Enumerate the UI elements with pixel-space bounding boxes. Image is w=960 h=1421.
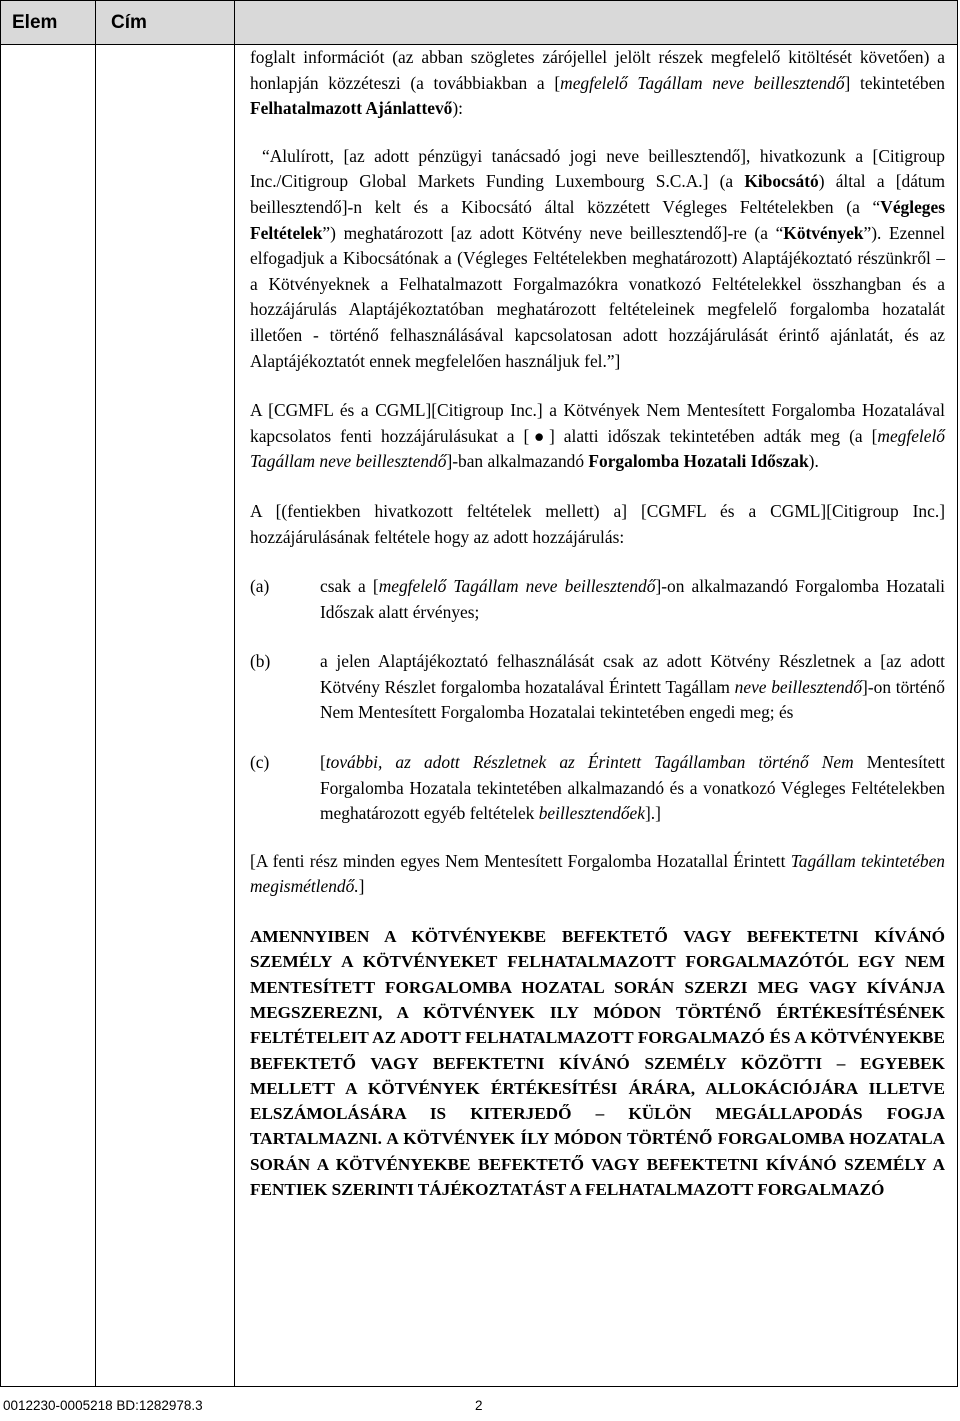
text-run: Mentesített Forgalomba Hozatala tekintetében alkalmazandó és a vonatkozó Végleges Feltételekben meghatározott egyéb feltételek	[320, 752, 945, 824]
list-item-text	[320, 750, 945, 827]
text-run: ] tekintetében	[844, 72, 945, 93]
paragraph-offer-period	[250, 398, 945, 475]
text-run: ].]	[644, 803, 661, 824]
text-run: A [CGMFL és a CGML][Citigroup Inc.] a Kötvények Nem Mentesített Forgalomba Hozatalával kapcsolatos fenti hozzájárulásukat a [●] alatti időszak tekintetében adták meg (a [	[250, 400, 945, 446]
table-header-row	[1, 1, 957, 45]
paragraph-uppercase-notice	[250, 924, 945, 1202]
text-run: ]-on történő Nem Mentesített Forgalomba Hozatalai tekintetében engedi meg; és	[320, 676, 945, 723]
text-run: foglalt információt (az abban szögletes zárójellel jelölt részek megfelelő kitöltését követően) a honlapján közzéteszi (a továbbiakban a [	[250, 47, 945, 93]
footer-page-number: 2	[475, 1398, 483, 1413]
text-run: ”). Ezennel elfogadjuk a Kibocsátónak a (Végleges Feltételekben meghatározott) Alaptájékoztató részünkről – a Kötvényeknek a Felhatalmazott Forgalmazókra vonatkozó Feltételekkel összhangban és a hozzájárulás Alaptájékoztatóban meghatározott feltételeinek megfelelő forgalomba hozatalát illetően - történő felhasználásával kapcsolatosan adott hozzájárulását érintő ajánlatát, és az Alaptájékoztatót ennek megfelelően használjuk fel.”]	[250, 222, 945, 371]
text-run: ) által a [dátum beillesztendő]-n kelt és a Kibocsátó által közzétett Végleges Feltételekben (a “	[250, 171, 945, 217]
italic-text: megfelelő Tagállam neve beillesztendő	[378, 576, 656, 597]
cell-content	[250, 45, 945, 1202]
text-run: ]-ban alkalmazandó	[446, 451, 589, 472]
header-elem: Elem	[12, 12, 58, 33]
text-run: ).	[808, 451, 819, 472]
paragraph-consent-statement	[250, 144, 945, 374]
text-run: “Alulírott, [az adott pénzügyi tanácsadó jogi neve beillesztendő], hivatkozunk a [Citigroup Inc./Citigroup Global Markets Funding Luxembourg S.C.A.] (a	[250, 145, 945, 192]
bold-term: Forgalomba Hozatali Időszak	[588, 451, 809, 472]
paragraph-repeat-note	[250, 849, 945, 900]
italic-text: Tagállam tekintetében megismétlendő.	[250, 850, 946, 897]
bold-term: Kötvények	[783, 222, 864, 243]
list-item-label: (b)	[250, 651, 271, 672]
bold-term: Végleges Feltételek	[250, 196, 945, 243]
column-divider-2	[234, 1, 235, 1386]
text-run: A [(fentiekben hivatkozott feltételek mellett) a] [CGMFL és a CGML][Citigroup Inc.] hozzájárulásának feltétele hogy az adott hozzájárulás:	[250, 500, 945, 547]
text-run: [A fenti rész minden egyes Nem Mentesített Forgalomba Hozatallal Érintett	[250, 850, 791, 871]
italic-text: megfelelő Tagállam neve beillesztendő	[560, 72, 845, 93]
text-run: AMENNYIBEN A KÖTVÉNYEKBE BEFEKTETŐ VAGY BEFEKTETNI KÍVÁNÓ SZEMÉLY A KÖTVÉNYEKET FELHATALMAZOTT FORGALMAZÓTÓL EGY NEM MENTESÍTETT FORGALOMBA HOZATAL SORÁN SZERZI MEG VAGY KÍVÁNJA MEGSZEREZNI, A KÖTVÉNYEK ILY MÓDON TÖRTÉNŐ ÉRTÉKESÍTÉSÉNEK FELTÉTELEIT AZ ADOTT FELHATALMAZOTT FORGALMAZÓ ÉS A KÖTVÉNYEKBE BEFEKTETŐ VAGY BEFEKTETNI KÍVÁNÓ SZEMÉLY KÖZÖTTI – EGYEBEK MELLETT A KÖTVÉNYEK ÉRTÉKESÍTÉSI ÁRÁRA, ALLOKÁCIÓJÁRA ILLETVE ELSZÁMOLÁSÁRA IS KITERJEDŐ – KÜLÖN MEGÁLLAPODÁS FOGJA TARTALMAZNI. A KÖTVÉNYEK ÍLY MÓDON TÖRTÉNŐ FORGALOMBA HOZATALA SORÁN A KÖTVÉNYEKBE BEFEKTETŐ VAGY BEFEKTETNI KÍVÁNÓ SZEMÉLY A FENTIEK SZERINTI TÁJÉKOZTATÁST A FELHATALMAZOTT FORGALMAZÓ	[250, 927, 945, 1199]
bold-term: Felhatalmazott Ajánlattevő	[250, 98, 453, 119]
paragraph-intro	[250, 45, 945, 122]
list-item	[250, 574, 945, 625]
text-run: csak a [	[320, 576, 379, 597]
text-run: ):	[452, 98, 463, 119]
bold-term: Kibocsátó	[744, 171, 819, 192]
italic-text: további, az adott Részletnek az Érintett Tagállamban történő Nem	[325, 752, 854, 773]
paragraph-conditions	[250, 499, 945, 550]
footer-doc-id: 0012230-0005218 BD:1282978.3	[3, 1398, 203, 1413]
text-run: ]	[358, 876, 365, 897]
list-item	[250, 649, 945, 726]
text-run: a jelen Alaptájékoztató felhasználását csak az adott Kötvény Részletnek a [az adott Kötvény Részlet forgalomba hozatalával Érintett Tagállam	[320, 651, 945, 697]
list-item-text	[320, 649, 945, 726]
text-run: [	[320, 752, 326, 773]
text-run: ”) meghatározott [az adott Kötvény neve beillesztendő]-re (a “	[322, 222, 784, 243]
list-item-text	[320, 574, 945, 625]
italic-text: beillesztendőek	[538, 803, 645, 824]
list-item-label: (c)	[250, 752, 270, 773]
text-run: ]-on alkalmazandó Forgalomba Hozatali Időszak alatt érvényes;	[320, 576, 946, 622]
header-cim: Cím	[111, 12, 147, 33]
column-divider-1	[95, 1, 96, 1386]
italic-text: megfelelő Tagállam neve beillesztendő	[250, 425, 945, 472]
list-item-label: (a)	[250, 576, 270, 597]
italic-text: neve beillesztendő	[734, 676, 863, 697]
list-item	[250, 750, 945, 827]
